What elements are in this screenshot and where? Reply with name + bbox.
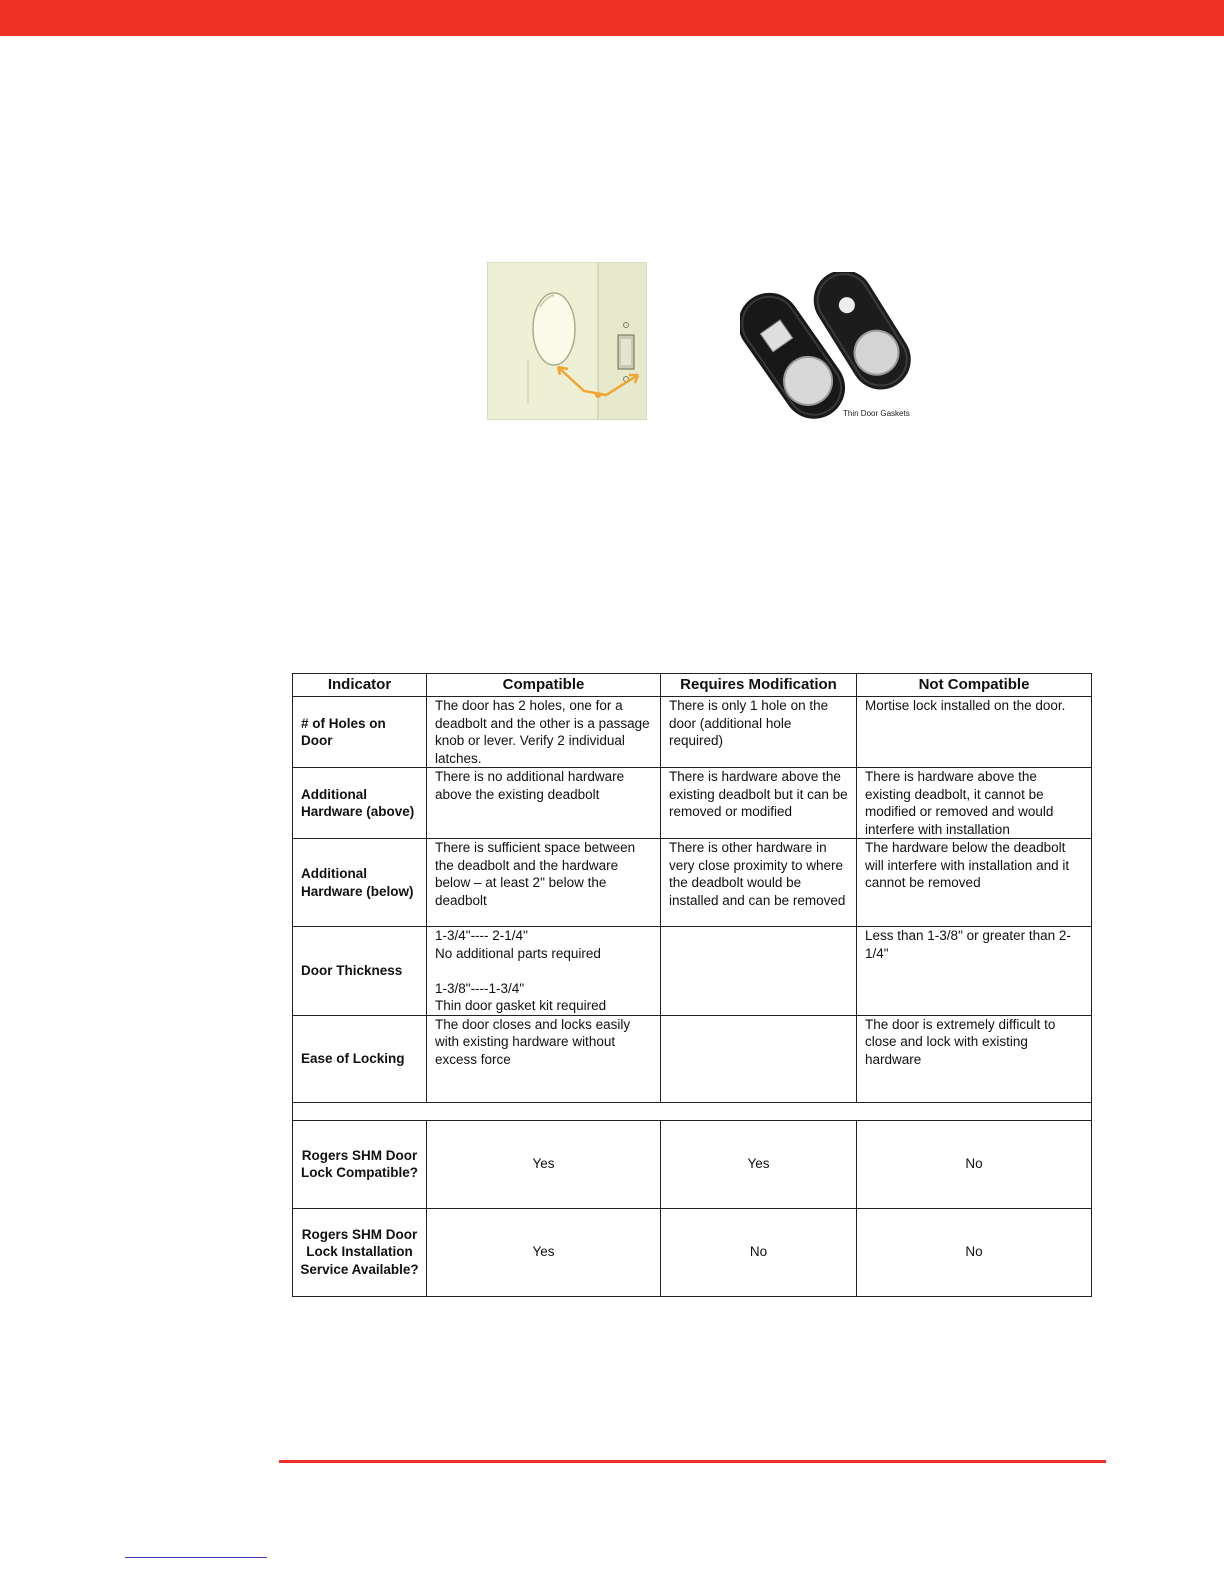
- not-compatible-cell: Less than 1-3/8" or greater than 2-1/4": [857, 927, 1092, 1016]
- table-header-row: [293, 674, 1092, 697]
- answer-not-compatible-cell: No: [857, 1120, 1092, 1208]
- table-row: [293, 697, 1092, 768]
- indicator-cell: Door Thickness: [293, 927, 427, 1016]
- requires-modification-cell: There is hardware above the existing deadbolt but it can be removed or modified: [661, 768, 857, 839]
- requires-modification-cell: [661, 927, 857, 1016]
- requires-modification-cell: There is other hardware in very close proximity to where the deadbolt would be installed and can be removed: [661, 839, 857, 927]
- header-not-compatible: Not Compatible: [857, 674, 1092, 697]
- answer-compatible-cell: Yes: [427, 1120, 661, 1208]
- spacer-cell: [293, 1102, 1092, 1120]
- indicator-cell: Ease of Locking: [293, 1015, 427, 1102]
- table-row: [293, 927, 1092, 1016]
- table-row: [293, 839, 1092, 927]
- header-compatible: Compatible: [427, 674, 661, 697]
- answer-not-compatible-cell: No: [857, 1208, 1092, 1296]
- header-color-bar: [0, 0, 1224, 36]
- door-holes-figure: [487, 262, 647, 420]
- requires-modification-cell: [661, 1015, 857, 1102]
- door-with-holes-icon: [488, 263, 646, 419]
- compatible-cell: 1-3/4"---- 2-1/4" No additional parts required 1-3/8"----1-3/4" Thin door gasket kit required: [427, 927, 661, 1016]
- compatible-cell: There is no additional hardware above the existing deadbolt: [427, 768, 661, 839]
- not-compatible-cell: Mortise lock installed on the door.: [857, 697, 1092, 768]
- header-indicator: Indicator: [293, 674, 427, 697]
- answer-label-cell: Rogers SHM Door Lock Installation Service Available?: [293, 1208, 427, 1296]
- thin-door-gaskets-icon: [740, 272, 940, 422]
- compatible-cell: There is sufficient space between the deadbolt and the hardware below – at least 2" below the deadbolt: [427, 839, 661, 927]
- not-compatible-cell: There is hardware above the existing deadbolt, it cannot be modified or removed and would interfere with installation: [857, 768, 1092, 839]
- table-row: [293, 768, 1092, 839]
- compatible-cell: The door has 2 holes, one for a deadbolt and the other is a passage knob or lever. Verify 2 individual latches.: [427, 697, 661, 768]
- compatible-cell: The door closes and locks easily with existing hardware without excess force: [427, 1015, 661, 1102]
- footer-link-underline: [125, 1557, 267, 1558]
- footer-rule: [279, 1460, 1106, 1463]
- answer-compatible-cell: Yes: [427, 1208, 661, 1296]
- compatibility-table: [292, 673, 1092, 1297]
- answer-requires-modification-cell: Yes: [661, 1120, 857, 1208]
- indicator-cell: # of Holes on Door: [293, 697, 427, 768]
- not-compatible-cell: The door is extremely difficult to close and lock with existing hardware: [857, 1015, 1092, 1102]
- indicator-cell: Additional Hardware (below): [293, 839, 427, 927]
- gasket-caption: Thin Door Gaskets: [843, 409, 910, 418]
- table-row: [293, 1015, 1092, 1102]
- table-spacer-row: [293, 1102, 1092, 1120]
- header-requires-modification: Requires Modification: [661, 674, 857, 697]
- answer-row: [293, 1120, 1092, 1208]
- thin-door-gaskets-figure: [740, 272, 940, 422]
- answer-requires-modification-cell: No: [661, 1208, 857, 1296]
- requires-modification-cell: There is only 1 hole on the door (additional hole required): [661, 697, 857, 768]
- not-compatible-cell: The hardware below the deadbolt will interfere with installation and it cannot be removed: [857, 839, 1092, 927]
- answer-label-cell: Rogers SHM Door Lock Compatible?: [293, 1120, 427, 1208]
- indicator-cell: Additional Hardware (above): [293, 768, 427, 839]
- answer-row: [293, 1208, 1092, 1296]
